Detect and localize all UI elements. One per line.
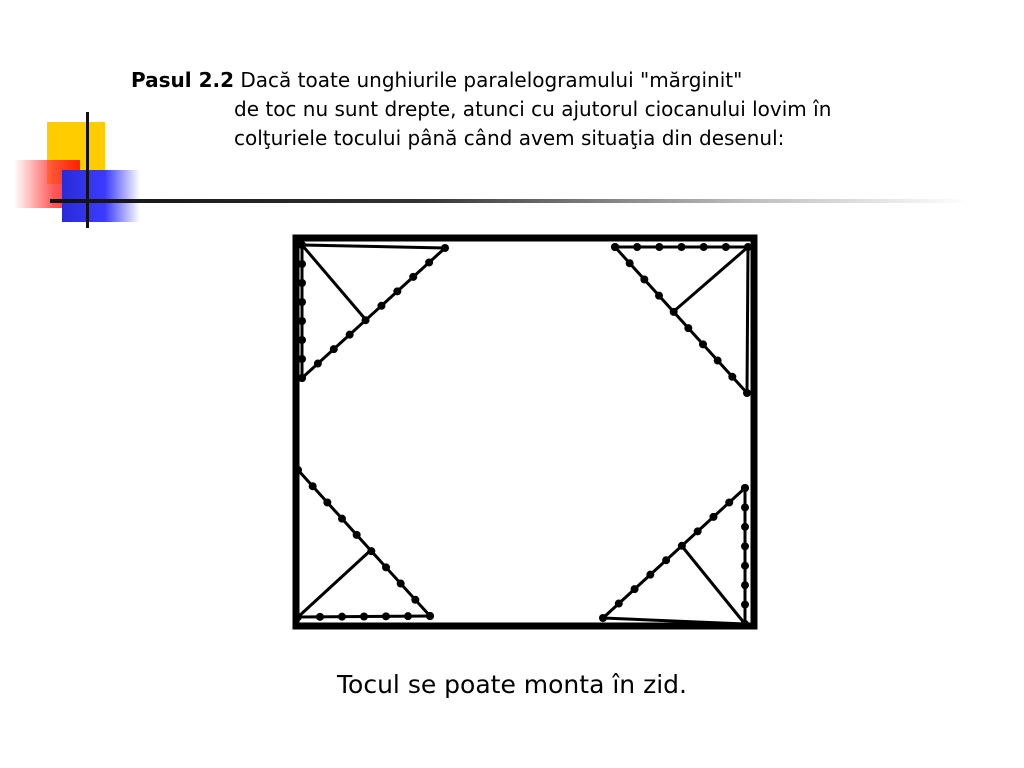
- corner-top-left-diagonal-nails-dot: [346, 331, 354, 339]
- corner-top-left-vertical-nails-dot: [298, 317, 306, 325]
- corner-top-right-horizontal-nails-dot: [655, 243, 663, 251]
- caption-text: Tocul se poate monta în zid.: [337, 670, 687, 699]
- corner-top-left-vertical-nails-dot: [298, 355, 306, 363]
- corner-top-right-diagonal-nails-dot: [699, 340, 707, 348]
- corner-bottom-right-diagonal-nails-dot: [694, 527, 702, 535]
- corner-top-left-diagonal-nails-dot: [425, 258, 433, 266]
- corner-top-right-diagonal-nails-dot: [670, 308, 678, 316]
- corner-top-left-diagonal-nails-dot: [362, 316, 370, 324]
- corner-bottom-left-diagonal-nails-dot: [397, 580, 405, 588]
- corner-top-right-diagonal-nails-dot: [611, 243, 619, 251]
- corner-bottom-left-diagonal-nails-dot: [353, 531, 361, 539]
- corner-bottom-right-diagonal-nails-dot: [662, 556, 670, 564]
- corner-top-left-diagonal-nails-dot: [330, 345, 338, 353]
- corner-bottom-right-vertical-nails-dot: [741, 562, 749, 570]
- corner-top-right-vertical-batten: [747, 247, 748, 393]
- corner-top-right-diagonal-nails-dot: [714, 357, 722, 365]
- corner-top-left-diagonal-nails-dot: [441, 244, 449, 252]
- corner-bottom-left-diagonal-nails-dot: [309, 482, 317, 490]
- heading-line-2: de toc nu sunt drepte, atunci cu ajutorul ciocanului lovim în: [234, 97, 832, 121]
- corner-top-right-diagonal-nails-dot: [743, 389, 751, 397]
- step-label: Pasul 2.2: [131, 68, 235, 92]
- corner-bottom-left-horizontal-nails-dot: [294, 613, 302, 621]
- corner-top-left-vertical-nails-dot: [298, 241, 306, 249]
- corner-bottom-left-diagonal-nails-dot: [411, 596, 419, 604]
- corner-top-right-diagonal-nails-dot: [684, 324, 692, 332]
- corner-bottom-left-diagonal-nails-dot: [294, 466, 302, 474]
- corner-top-right-horizontal-nails-dot: [700, 243, 708, 251]
- corner-top-left-diagonal-nails-dot: [298, 374, 306, 382]
- corner-top-left-vertical-nails-dot: [298, 298, 306, 306]
- corner-bottom-left-diagonal-nails-dot: [426, 612, 434, 620]
- corner-top-right-diagonal-nails-dot: [728, 373, 736, 381]
- corner-top-right-diagonal-batten: [615, 247, 747, 393]
- frame-outline: [296, 238, 754, 626]
- corner-top-left-diagonal-nails-dot: [393, 287, 401, 295]
- heading-line-3: colţuriele tocului până când avem situaţia din desenul:: [234, 126, 785, 150]
- corner-bottom-left-diagonal-batten: [298, 470, 430, 616]
- corner-top-right-diagonal-nails-dot: [655, 292, 663, 300]
- corner-bottom-left-diagonal-nails-dot: [338, 515, 346, 523]
- corner-bottom-right-vertical-nails-dot: [741, 523, 749, 531]
- corner-bottom-left-diagonal-nails-dot: [323, 498, 331, 506]
- heading-line-1: Dacă toate unghiurile paralelogramului "mărginit": [240, 68, 743, 92]
- corner-bottom-right-vertical-nails-dot: [741, 581, 749, 589]
- corner-bottom-left-horizontal-nails-dot: [338, 613, 346, 621]
- corner-bottom-right-diagonal-nails-dot: [741, 484, 749, 492]
- corner-bottom-left-strut: [298, 550, 371, 617]
- corner-bottom-right-diagonal-nails-dot: [599, 614, 607, 622]
- corner-bottom-right-diagonal-nails-dot: [709, 513, 717, 521]
- corner-top-right-horizontal-nails-dot: [633, 243, 641, 251]
- corner-bottom-left-horizontal-nails-dot: [360, 613, 368, 621]
- corner-bottom-right-diagonal-nails-dot: [725, 498, 733, 506]
- corner-top-left-strut: [302, 245, 366, 320]
- corner-bottom-left-horizontal-nails-dot: [382, 612, 390, 620]
- corner-bottom-right-vertical-nails-dot: [741, 620, 749, 628]
- corner-top-left-diagonal-nails-dot: [409, 273, 417, 281]
- corner-bottom-right-diagonal-nails-dot: [678, 542, 686, 550]
- corner-bottom-right-vertical-nails-dot: [741, 601, 749, 609]
- corner-top-left-vertical-nails-dot: [298, 260, 306, 268]
- corner-bottom-left-diagonal-nails-dot: [382, 563, 390, 571]
- corner-bottom-left-horizontal-nails-dot: [316, 613, 324, 621]
- corner-bottom-right-diagonal-nails-dot: [631, 585, 639, 593]
- corner-top-right-horizontal-nails-dot: [678, 243, 686, 251]
- corner-top-left-horizontal-batten: [302, 245, 445, 248]
- corner-bottom-left-horizontal-nails-dot: [404, 612, 412, 620]
- corner-top-left-diagonal-nails-dot: [314, 360, 322, 368]
- corner-bottom-left-diagonal-nails-dot: [367, 547, 375, 555]
- corner-top-right-diagonal-nails-dot: [626, 259, 634, 267]
- corner-top-right-strut: [673, 247, 748, 312]
- corner-bottom-right-vertical-nails-dot: [741, 542, 749, 550]
- corner-top-right-horizontal-nails-dot: [722, 243, 730, 251]
- corner-top-right-horizontal-nails-dot: [744, 243, 752, 251]
- corner-top-left-diagonal-batten: [302, 248, 445, 378]
- corner-bottom-right-vertical-nails-dot: [741, 503, 749, 511]
- corner-bottom-right-diagonal-nails-dot: [646, 571, 654, 579]
- corner-top-right-diagonal-nails-dot: [640, 275, 648, 283]
- corner-top-left-vertical-nails-dot: [298, 279, 306, 287]
- corner-bottom-right-strut: [681, 545, 745, 624]
- corner-top-left-diagonal-nails-dot: [377, 302, 385, 310]
- corner-top-left-vertical-nails-dot: [298, 336, 306, 344]
- corner-bottom-right-diagonal-nails-dot: [615, 600, 623, 608]
